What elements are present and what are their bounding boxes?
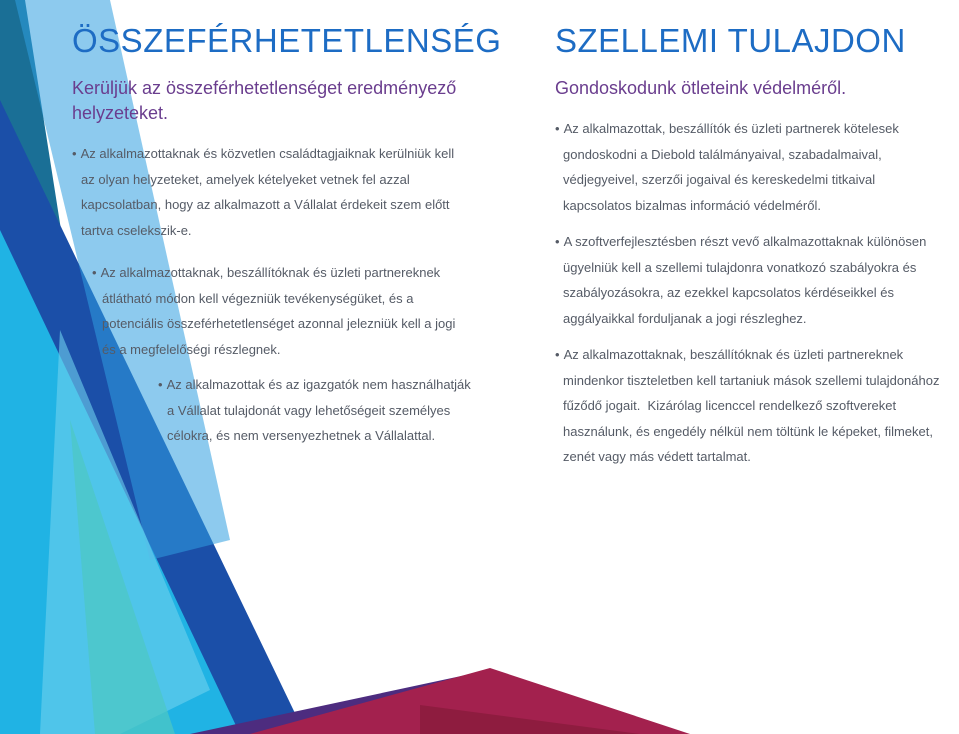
- left-p3-line: • Az alkalmazottak és az igazgatók nem használhatják: [158, 372, 508, 398]
- right-p2-line: • A szoftverfejlesztésben részt vevő alkalmazottaknak különösen: [555, 229, 959, 255]
- right-p3-line: mindenkor tiszteletben kell tartaniuk mások szellemi tulajdonához: [563, 372, 940, 388]
- left-section-subtitle: [72, 76, 512, 126]
- left-p1-line: • Az alkalmazottaknak és közvetlen családtagjaiknak kerülniük kell: [72, 141, 512, 167]
- right-section-title: SZELLEMI TULAJDON: [555, 22, 906, 59]
- left-paragraph-3: [158, 372, 508, 449]
- left-p2-line: és a megfelelőségi részlegnek.: [102, 341, 281, 357]
- left-subtitle-line: Kerüljük az összeférhetetlenséget eredményező: [72, 78, 457, 98]
- right-paragraph-3: [555, 342, 959, 470]
- right-p2-line: aggályaikkal forduljanak a jogi részleghez.: [563, 310, 807, 326]
- right-p3-line: • Az alkalmazottaknak, beszállítóknak és üzleti partnereknek: [555, 342, 959, 368]
- intellectual-property-section: [555, 18, 959, 101]
- right-p2-line: szabályozásokra, az ezekkel kapcsolatos kérdéseikkel és: [563, 285, 894, 300]
- conflict-of-interest-section: [72, 18, 512, 126]
- right-p3-line: zenét vagy más védett tartalmat.: [563, 449, 751, 464]
- left-section-title: ÖSSZEFÉRHETETLENSÉG: [72, 22, 502, 59]
- left-p2-line: • Az alkalmazottaknak, beszállítóknak és üzleti partnereknek: [92, 260, 492, 286]
- right-paragraph-2: [555, 229, 959, 331]
- left-paragraph-1: [72, 141, 512, 243]
- right-paragraph-1: [555, 116, 959, 218]
- left-p3-line: célokra, és nem versenyezhetnek a Vállalattal.: [167, 428, 436, 443]
- left-p1-line: az olyan helyzeteket, amelyek kételyeket vetnek fel azzal: [81, 171, 410, 187]
- right-p1-line: védjegyeivel, szerzői jogaival és kereskedelmi titkaival: [563, 172, 876, 187]
- right-p1-line: gondoskodni a Diebold találmányaival, szabadalmaival,: [563, 146, 882, 162]
- right-p3-line: fűződő jogait. Kizárólag licenccel rendelkező szoftvereket: [563, 398, 897, 413]
- left-subtitle-line: helyzeteket.: [72, 103, 169, 123]
- left-p1-line: tartva cselekszik-e.: [81, 222, 192, 238]
- left-paragraph-2: [92, 260, 492, 362]
- left-p3-line: a Vállalat tulajdonát vagy lehetőségeit személyes: [167, 402, 451, 418]
- right-p3-line: használunk, és engedély nélkül nem töltünk le képeket, filmeket,: [563, 423, 933, 439]
- left-p1-line: kapcsolatban, hogy az alkalmazott a Vállalat érdekeit szem előtt: [81, 197, 450, 212]
- left-p2-line: átlátható módon kell végezniük tevékenységüket, és a: [102, 290, 414, 306]
- right-p1-line: kapcsolatos bizalmas információ védelméről.: [563, 197, 821, 213]
- right-p1-line: • Az alkalmazottak, beszállítók és üzleti partnerek kötelesek: [555, 116, 959, 142]
- left-p2-line: potenciális összeférhetetlenséget azonnal jelezniük kell a jogi: [102, 316, 456, 331]
- right-section-subtitle: Gondoskodunk ötleteink védelméről.: [555, 78, 847, 98]
- right-p2-line: ügyelniük kell a szellemi tulajdonra vonatkozó szabályokra és: [563, 259, 917, 275]
